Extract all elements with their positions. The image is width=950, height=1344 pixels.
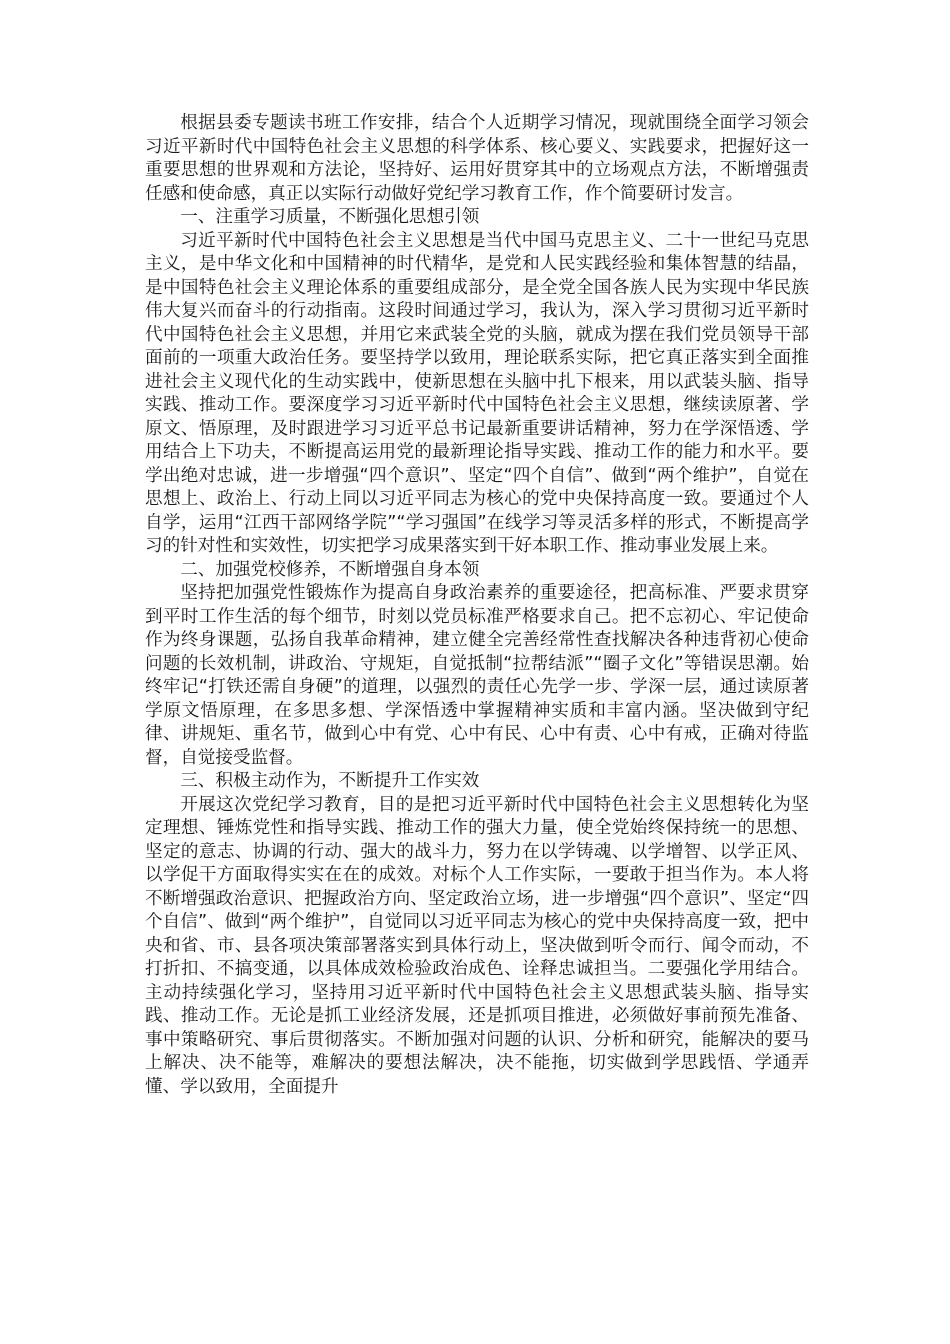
section-heading-1: 一、注重学习质量，不断强化思想引领 (180, 207, 480, 227)
section-heading-2: 二、加强党校修养，不断增强自身本领 (180, 559, 480, 580)
intro-paragraph: 根据县委专题读书班工作安排，结合个人近期学习情况，现就围绕全面学习领会习近平新时代中国特色社会主义思想的科学体系、核心要义、实践要求，把握好这一重要思想的世界观和方法论，坚持好、运用好贯穿其中的立场观点方法，不断增强责任感和使命感，真正以实际行动做好党纪学习教育工作，作个简要研讨发言。 (145, 113, 809, 204)
section-body-3: 开展这次党纪学习教育，目的是把习近平新时代中国特色社会主义思想转化为坚定理想、锤炼党性和指导实践、推动工作的强大力量，使全党始终保持统一的思想、坚定的意志、协调的行动、强大的战斗力，努力在以学铸魂、以学增智、以学正风、以学促干方面取得实实在在的成效。对标个人工作实际，一要敢于担当作为。本人将不断增强政治意识、把握政治方向、坚定政治立场，进一步增强“四个意识”、坚定“四个自信”、做到“两个维护”，自觉同以习近平同志为核心的党中央保持高度一致，把中央和省、市、县各项决策部署落实到具体行动上，坚决做到听令而行、闻令而动，不打折扣、不搞变通，以具体成效检验政治成色、诠释忠诚担当。二要强化学用结合。主动持续强化学习，坚持用习近平新时代中国特色社会主义思想武装头脑、指导实践、推动工作。无论是抓工业经济发展，还是抓项目推进，必须做好事前预先准备、事中策略研究、事后贯彻落实。不断加强对问题的认识、分析和研究，能解决的要马上解决、决不能等，难解决的要想法解决，决不能拖，切实做到学思践悟、学通弄懂、学以致用，全面提升 (145, 794, 809, 1097)
section-heading-3: 三、积极主动作为，不断提升工作实效 (180, 771, 480, 791)
document-page (145, 112, 809, 1099)
section-body-1: 习近平新时代中国特色社会主义思想是当代中国马克思主义、二十一世纪马克思主义，是中华文化和中国精神的时代精华，是党和人民实践经验和集体智慧的结晶，是中国特色社会主义理论体系的重要组成部分，是全党全国各族人民为实现中华民族伟大复兴而奋斗的行动指南。这段时间通过学习，我认为，深入学习贯彻习近平新时代中国特色社会主义思想，并用它来武装全党的头脑，就成为摆在我们党员领导干部面前的一项重大政治任务。要坚持学以致用，理论联系实际，把它真正落实到全面推进社会主义现代化的生动实践中，使新思想在头脑中扎下根来，用以武装头脑、指导实践、推动工作。要深度学习习近平新时代中国特色社会主义思想，继续读原著、学原文、悟原理，及时跟进学习习近平总书记最新重要讲话精神，努力在学深悟透、学用结合上下功夫，不断提高运用党的最新理论指导实践、推动工作的能力和水平。要学出绝对忠诚，进一步增强“四个意识”、坚定“四个自信”、做到“两个维护”，自觉在思想上、政治上、行动上同以习近平同志为核心的党中央保持高度一致。要通过个人自学，运用“江西干部网络学院”“学习强国”在线学习等灵活多样的形式，不断提高学习的针对性和实效性，切实把学习成果落实到干好本职工作、推动事业发展上来。 (145, 230, 809, 556)
section-body-2: 坚持把加强党性锻炼作为提高自身政治素养的重要途径，把高标准、严要求贯穿到平时工作生活的每个细节，时刻以党员标准严格要求自己。把不忘初心、牢记使命作为终身课题，弘扬自我革命精神，建立健全完善经常性查找解决各种违背初心使命问题的长效机制，讲政治、守规矩，自觉抵制“拉帮结派”“圈子文化”等错误思潮。始终牢记“打铁还需自身硬”的道理，以强烈的责任心先学一步、学深一层，通过读原著学原文悟原理，在多思多想、学深悟透中掌握精神实质和丰富内涵。坚决做到守纪律、讲规矩、重名节，做到心中有党、心中有民、心中有责、心中有戒，正确对待监督，自觉接受监督。 (145, 583, 809, 768)
